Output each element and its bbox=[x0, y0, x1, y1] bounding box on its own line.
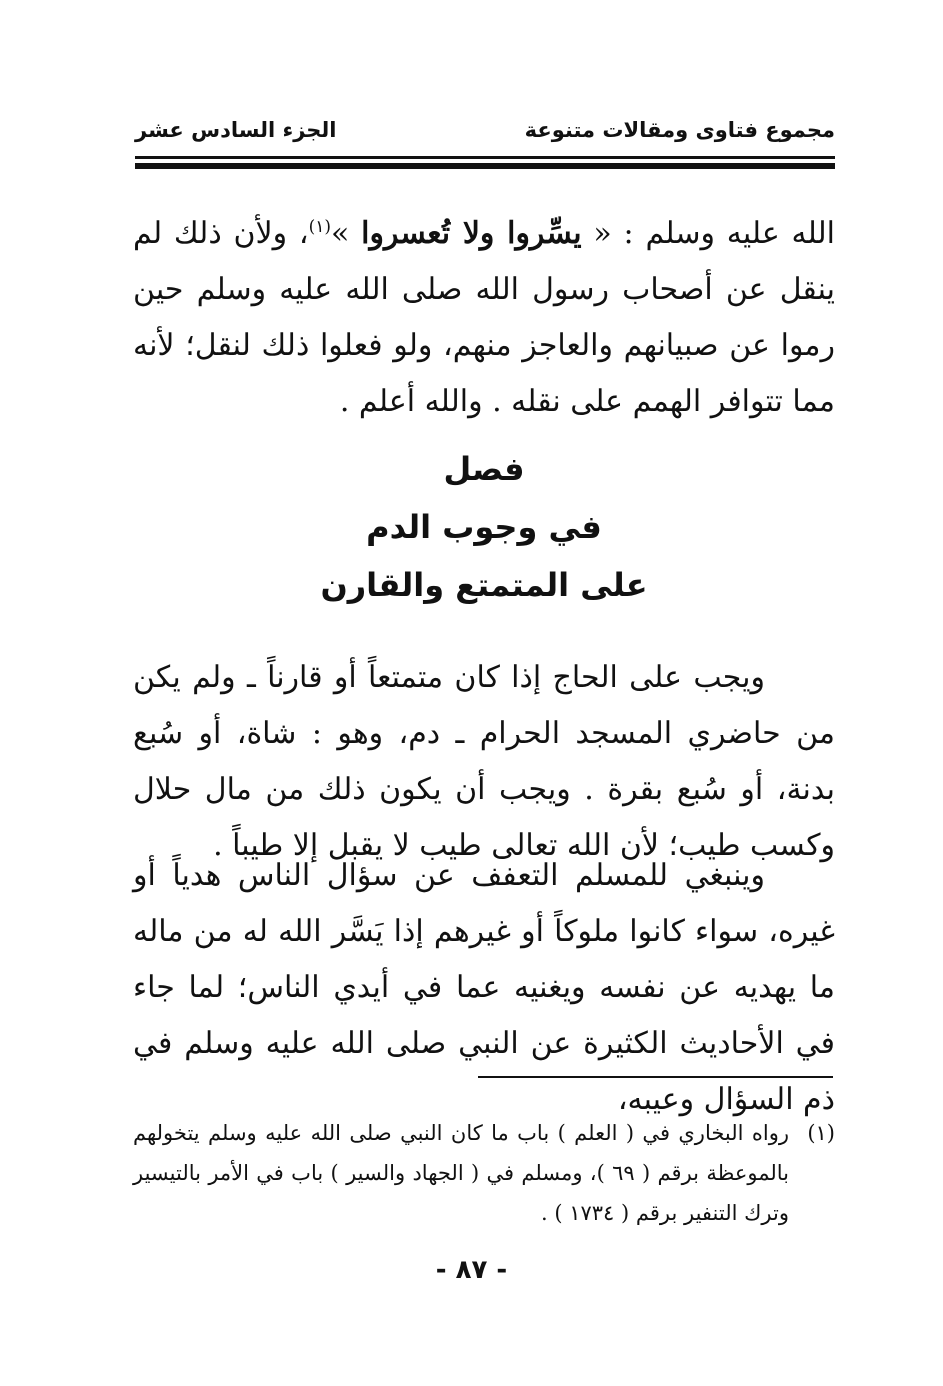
section-title-line-2: على المتمتع والقارن bbox=[320, 566, 648, 604]
paragraph-3: وينبغي للمسلم التعفف عن سؤال الناس هدياً أو غيره، سواء كانوا ملوكاً أو غيرهم إذا يَسَّر الله له من ماله ما يهديه عن نفسه ويغنيه عما في أيدي الناس؛ لما جاء في الأحاديث الكثيرة عن النبي صلى الله عليه وسلم في ذم السؤال وعيبه، bbox=[133, 858, 835, 1117]
paragraph-1 bbox=[133, 206, 835, 430]
running-header bbox=[135, 118, 835, 142]
hadith-quote: يسِّروا ولا تُعسروا bbox=[361, 216, 582, 251]
book-title: مجموع فتاوى ومقالات متنوعة bbox=[524, 118, 835, 142]
footnote-reference[interactable]: (١) bbox=[308, 217, 331, 237]
section-label: فصل bbox=[443, 450, 525, 488]
quote-close: » bbox=[331, 216, 362, 251]
paragraph-1-rest: ، ولأن ذلك لم ينقل عن أصحاب رسول الله صلى الله عليه وسلم حين رموا عن صبيانهم والعاجز منهم، ولو فعلوا ذلك لنقل؛ لأنه مما تتوافر الهمم على نقله . والله أعلم . bbox=[133, 216, 835, 419]
paragraph-1-start: الله عليه وسلم : « bbox=[581, 216, 836, 251]
footnote bbox=[133, 1113, 835, 1233]
section-heading bbox=[133, 440, 835, 614]
footnote-separator bbox=[478, 1076, 833, 1078]
footnote-text: رواه البخاري في ( العلم ) باب ما كان النبي صلى الله عليه وسلم يتخولهم بالموعظة برقم ( ٦٩ )، ومسلم في ( الجهاد والسير ) باب في الأمر بالتيسير وترك التنفير برقم ( ١٧٣٤ ) . bbox=[133, 1121, 789, 1225]
footnote-number: (١) bbox=[807, 1121, 835, 1145]
header-rule-thin bbox=[135, 156, 835, 159]
paragraph-2: ويجب على الحاج إذا كان متمتعاً أو قارناً ـ ولم يكن من حاضري المسجد الحرام ـ دم، وهو : شاة، أو سُبع بدنة، أو سُبع بقرة . ويجب أن يكون ذلك من مال حلال وكسب طيب؛ لأن الله تعالى طيب لا يقبل إلا طيباً . bbox=[133, 660, 835, 863]
section-title-line-1: في وجوب الدم bbox=[366, 508, 602, 546]
header-rule-thick bbox=[135, 163, 835, 169]
page-number: - ٨٧ - bbox=[435, 1255, 508, 1285]
volume-label: الجزء السادس عشر bbox=[135, 118, 337, 142]
